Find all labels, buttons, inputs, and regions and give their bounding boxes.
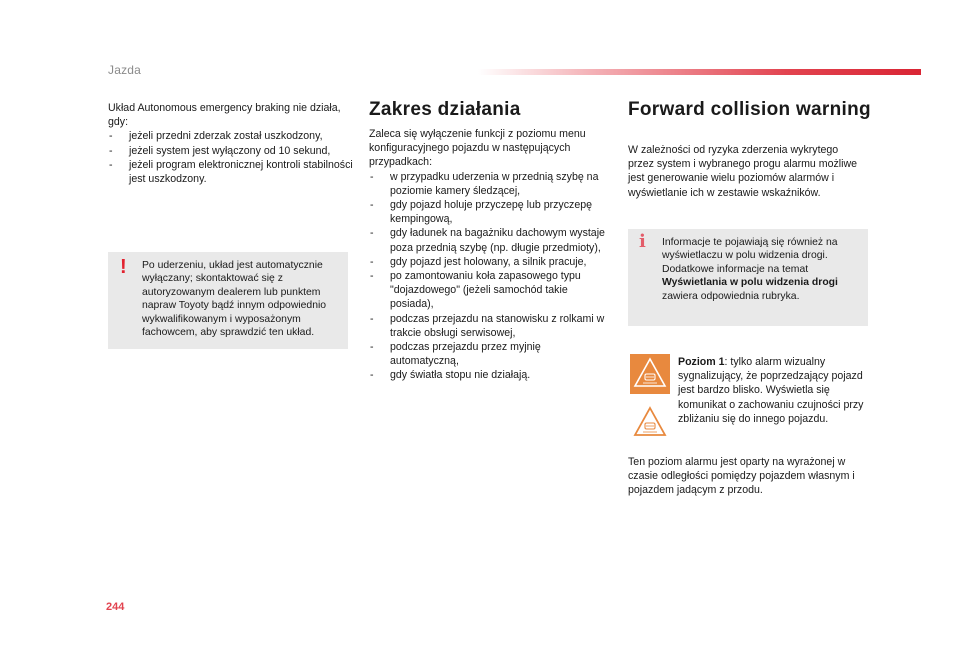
collision-warning-icon-filled — [630, 354, 670, 394]
info-icon: i — [639, 231, 646, 252]
list-item: - jeżeli program elektronicznej kontroli stabilności jest uszkodzony. — [108, 158, 353, 186]
collision-warning-icon-outline — [630, 402, 670, 442]
col1-intro: Układ Autonomous emergency braking nie działa, gdy: — [108, 102, 341, 129]
col1-text — [108, 101, 353, 186]
zakres-title: Zakres działania — [369, 99, 521, 120]
level1-description: : tylko alarm wizualny sygnalizujący, że poprzedzający pojazd jest bardzo blisko. Wyświetla się komunikat o zachowaniu czujności przy zbliżaniu się do innego pojazdu. — [678, 356, 864, 425]
fcw-intro: W zależności od ryzyka zderzenia wykrytego przez system i wybranego progu alarmu możliwe jest generowanie wielu poziomów alarmów i wyświetlanie ich w zestawie wskaźników. — [628, 144, 858, 199]
info-text — [662, 236, 860, 303]
section-title: Jazda — [108, 63, 142, 77]
warning-text: Po uderzeniu, układ jest automatycznie wyłączany; skontaktować się z autoryzowanym dealerem lub punktem napraw Toyoty bądź innym odpowiednio wykwalifikowanym i wyposażonym fachowcem, aby sprawdzić ten układ. — [142, 260, 327, 339]
info-box — [628, 229, 868, 326]
list-item: - gdy ładunek na bagażniku dachowym wystaje poza przednią szybę (np. długie przedmioty), — [369, 226, 611, 254]
list-item: - podczas przejazdu na stanowisku z rolkami w trakcie obsługi serwisowej, — [369, 312, 611, 340]
list-item: - jeżeli przedni zderzak został uszkodzony, — [108, 129, 353, 143]
level1-label: Poziom 1 — [678, 356, 725, 368]
col1-list — [108, 129, 353, 186]
info-text-after: zawiera odpowiednia rubryka. — [662, 290, 800, 302]
col2-list — [369, 170, 611, 383]
exclamation-icon: ! — [120, 256, 127, 278]
warning-triangle-icon — [630, 354, 670, 394]
list-item: - gdy pojazd holuje przyczepę lub przyczepę kempingową, — [369, 198, 611, 226]
info-text-before: Informacje te pojawiają się również na wyświetlaczu w polu widzenia drogi. Dodatkowe informacje na temat — [662, 237, 838, 275]
info-text-bold: Wyświetlania w polu widzenia drogi — [662, 277, 838, 289]
fcw-title: Forward collision warning — [628, 99, 871, 120]
warning-box — [108, 252, 348, 349]
col2-text — [369, 127, 611, 383]
list-item: - jeżeli system jest wyłączony od 10 sekund, — [108, 144, 353, 158]
list-item: - gdy światła stopu nie działają. — [369, 368, 611, 382]
page-number: 244 — [106, 601, 125, 613]
fcw-outro: Ten poziom alarmu jest oparty na wyrażonej w czasie odległości pomiędzy pojazdem własnym i pojazdem jadącym z przodu. — [628, 456, 855, 497]
list-item: - podczas przejazdu przez myjnię automatyczną, — [369, 340, 611, 368]
warning-triangle-outline-icon — [630, 402, 670, 442]
list-item: - po zamontowaniu koła zapasowego typu "dojazdowego" (jeżeli samochód takie posiada), — [369, 269, 611, 312]
col2-intro: Zaleca się wyłączenie funkcji z poziomu menu konfiguracyjnego pojazdu w następujących przypadkach: — [369, 128, 586, 169]
list-item: - w przypadku uderzenia w przednią szybę na poziomie kamery śledzącej, — [369, 170, 611, 198]
level1-text — [678, 355, 866, 426]
header-accent-bar — [478, 69, 921, 75]
list-item: - gdy pojazd jest holowany, a silnik pracuje, — [369, 255, 611, 269]
